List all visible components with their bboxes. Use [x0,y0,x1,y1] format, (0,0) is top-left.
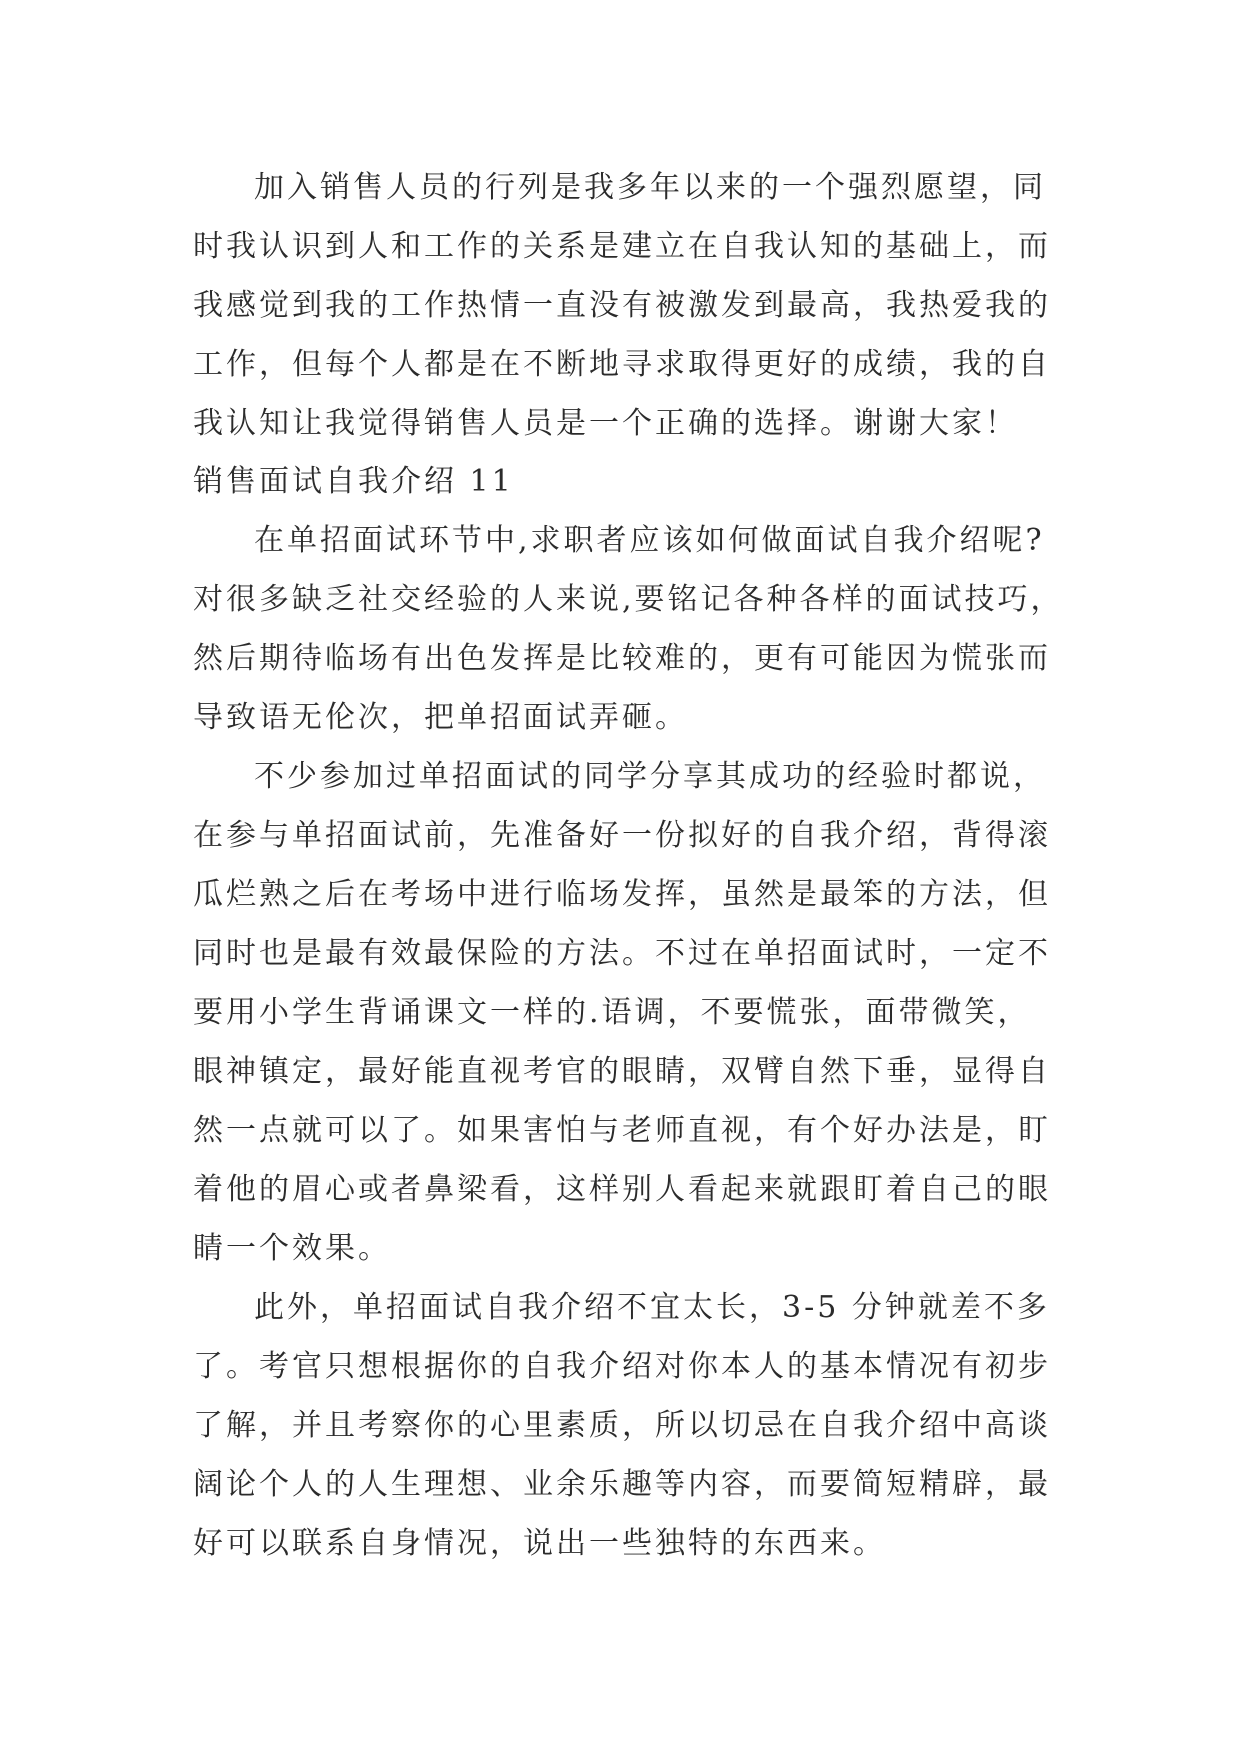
paragraph [193,1278,1053,1573]
text-line: 我认知让我觉得销售人员是一个正确的选择。谢谢大家！ [193,406,1018,441]
text-line: 瓜烂熟之后在考场中进行临场发挥，虽然是最笨的方法，但 [193,877,1051,912]
text-line: 在参与单招面试前，先准备好一份拟好的自我介绍，背得滚 [193,818,1051,853]
text-line: 工作，但每个人都是在不断地寻求取得更好的成绩，我的自 [193,347,1051,382]
section-heading: 销售面试自我介绍 11 [193,464,514,499]
text-line: 在单招面试环节中,求职者应该如何做面试自我介绍呢? [254,523,1045,558]
text-line: 阔论个人的人生理想、业余乐趣等内容，而要简短精辟，最 [193,1467,1051,1502]
text-line: 然一点就可以了。如果害怕与老师直视，有个好办法是，盯 [193,1113,1051,1148]
text-line: 不少参加过单招面试的同学分享其成功的经验时都说， [254,759,1046,794]
text-line: 好可以联系自身情况，说出一些独特的东西来。 [193,1526,886,1561]
document-body [193,158,1064,1573]
text-line: 眼神镇定，最好能直视考官的眼睛，双臂自然下垂，显得自 [193,1054,1051,1089]
paragraph [193,747,1053,1278]
text-line: 要用小学生背诵课文一样的.语调，不要慌张，面带微笑， [193,995,1031,1030]
text-line: 了。考官只想根据你的自我介绍对你本人的基本情况有初步 [193,1349,1051,1384]
text-line: 着他的眉心或者鼻梁看，这样别人看起来就跟盯着自己的眼 [193,1172,1051,1207]
text-line: 然后期待临场有出色发挥是比较难的，更有可能因为慌张而 [193,641,1051,676]
text-line: 了解，并且考察你的心里素质，所以切忌在自我介绍中高谈 [193,1408,1051,1443]
text-line: 睛一个效果。 [193,1231,391,1266]
paragraph-intro-closing [193,158,1053,453]
text-line: 时我认识到人和工作的关系是建立在自我认知的基础上，而 [193,229,1051,264]
text-line: 对很多缺乏社交经验的人来说,要铭记各种各样的面试技巧， [193,582,1064,617]
text-line: 我感觉到我的工作热情一直没有被激发到最高，我热爱我的 [193,288,1051,323]
paragraph [193,511,1064,747]
text-line: 加入销售人员的行列是我多年以来的一个强烈愿望，同 [254,170,1046,205]
text-line: 此外，单招面试自我介绍不宜太长，3-5 分钟就差不多 [254,1290,1050,1325]
text-line: 导致语无伦次，把单招面试弄砸。 [193,700,688,735]
text-line: 同时也是最有效最保险的方法。不过在单招面试时，一定不 [193,936,1051,971]
